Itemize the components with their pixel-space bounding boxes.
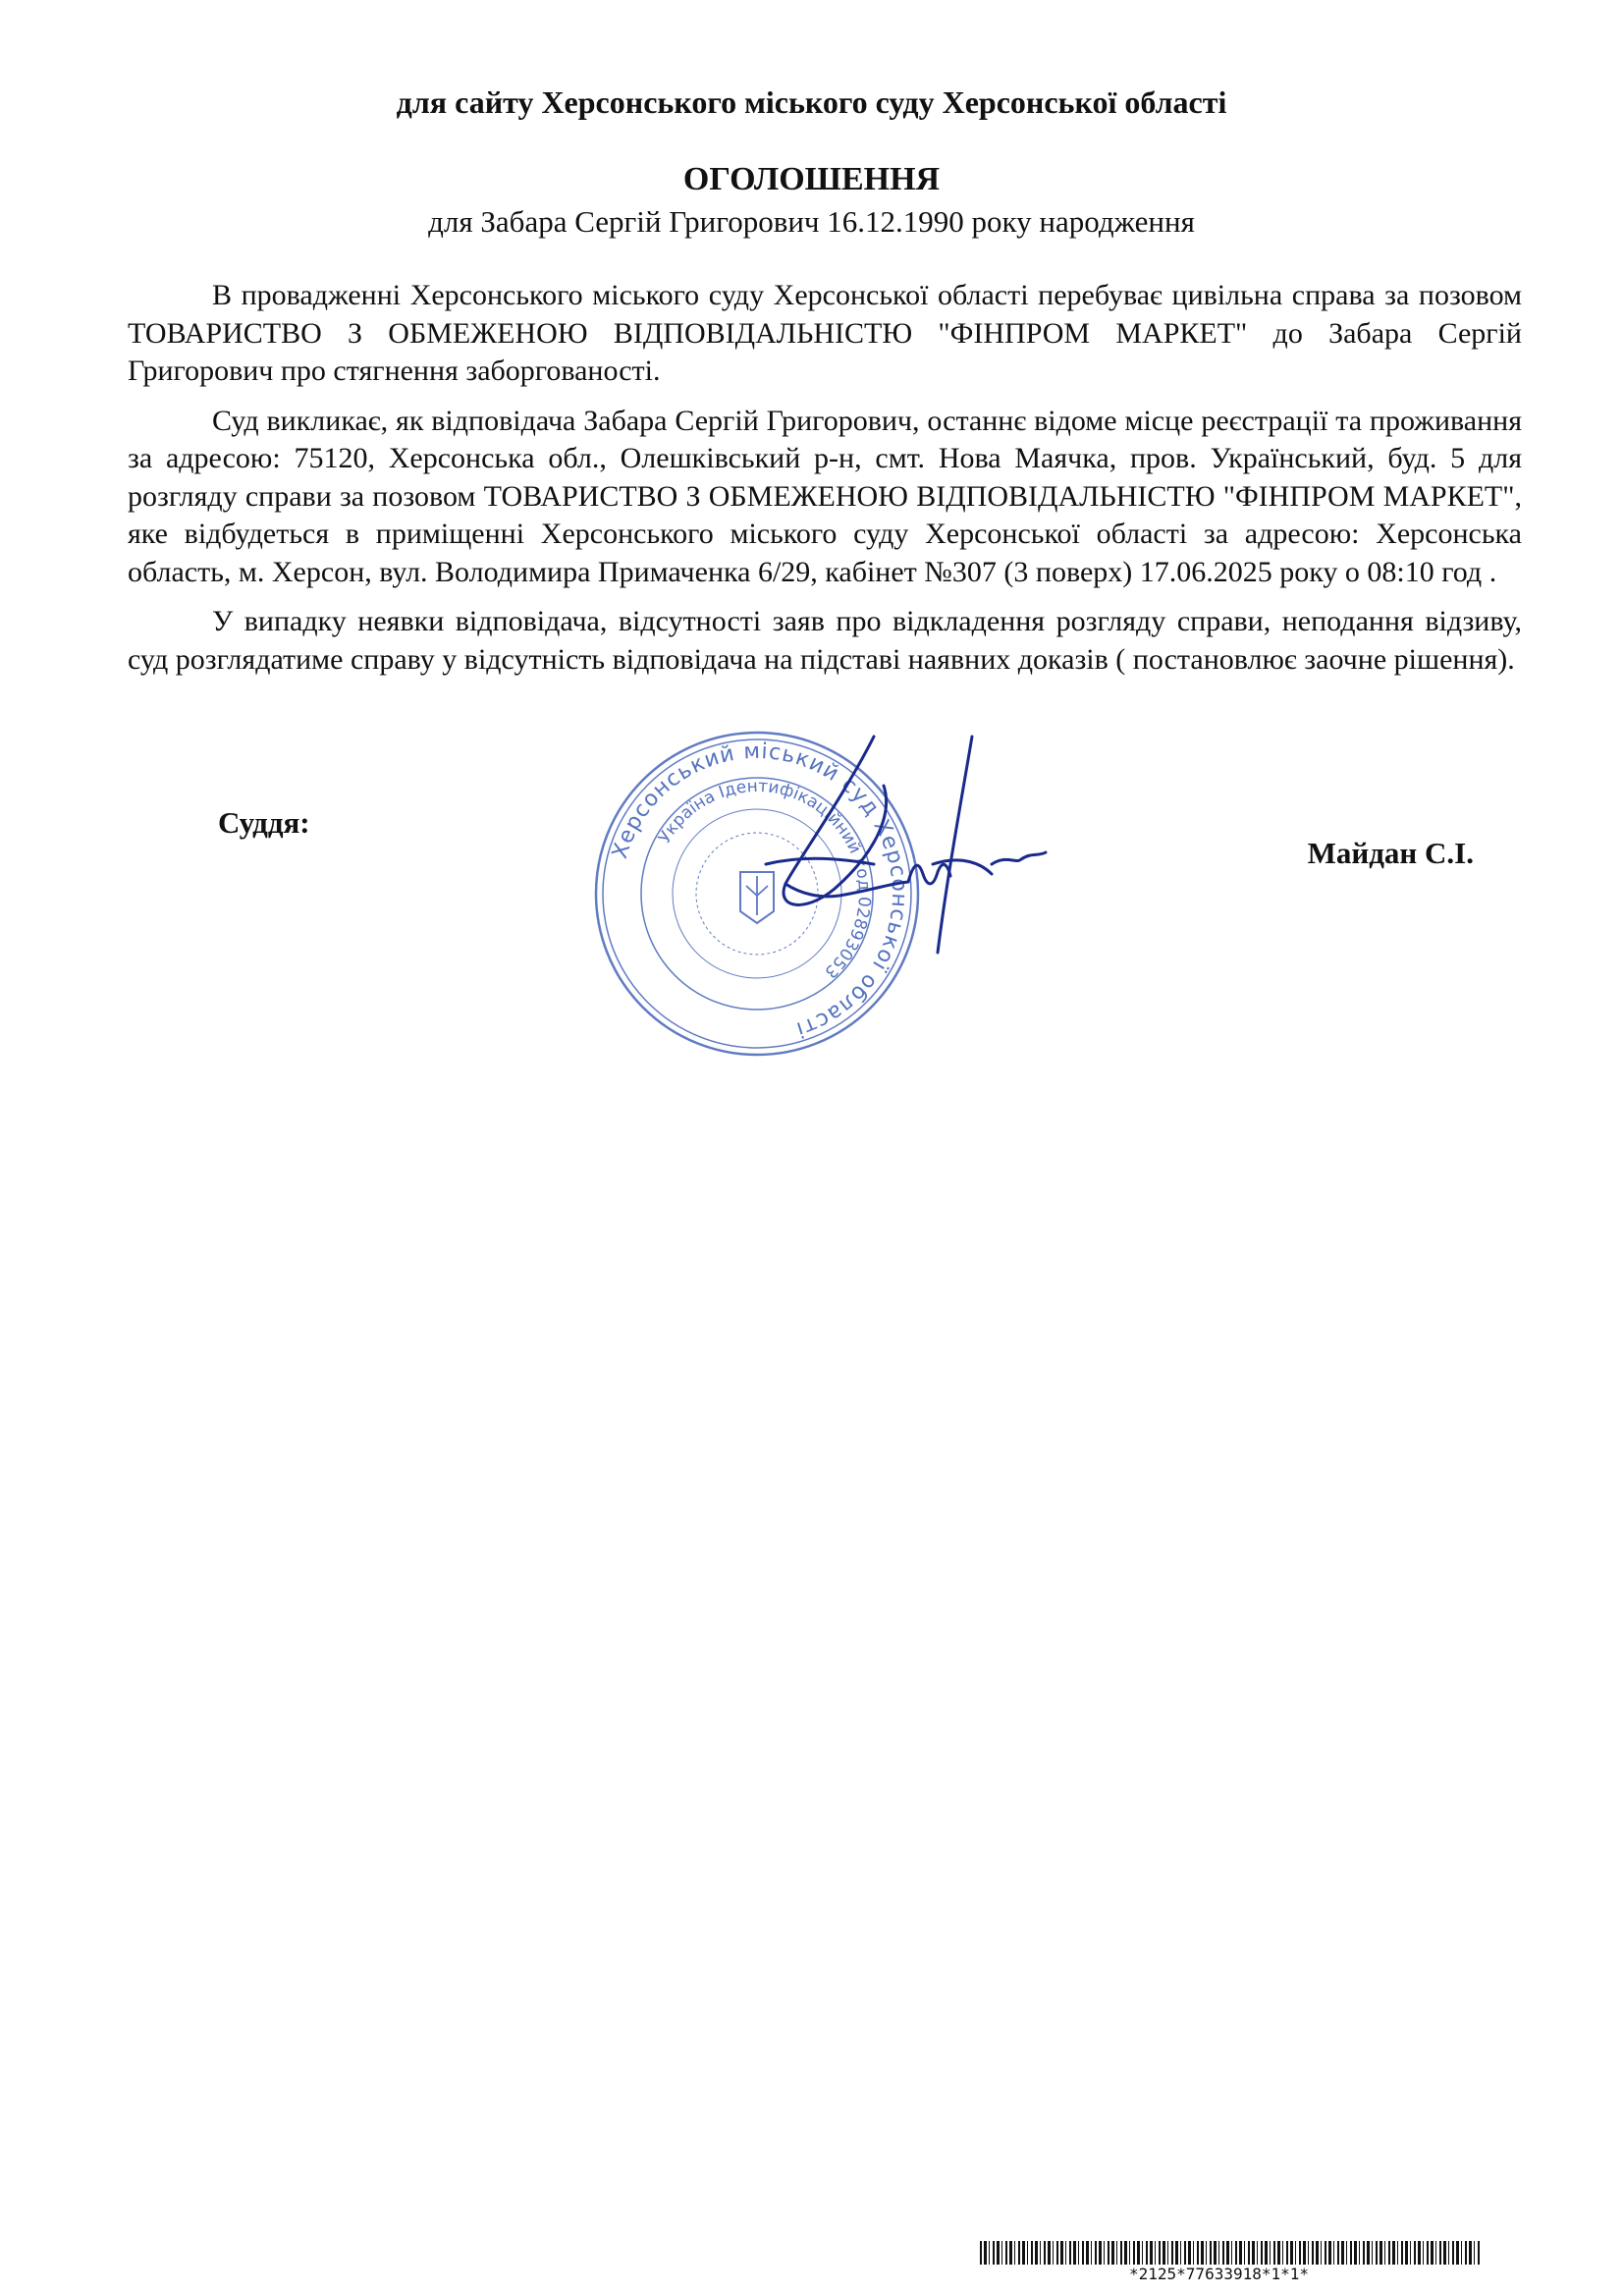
- barcode: [980, 2241, 1481, 2265]
- document-body: [128, 277, 1522, 690]
- barcode-text: *2125*77633918*1*1*: [1129, 2265, 1310, 2283]
- judge-label: Суддя:: [218, 805, 310, 840]
- document-header: для сайту Херсонського міського суду Херсонської області: [396, 84, 1227, 120]
- document-subtitle: для Забара Сергій Григорович 16.12.1990 року народження: [428, 204, 1195, 239]
- judge-signature: [727, 717, 1070, 1002]
- judge-name: Майдан С.І.: [1307, 836, 1474, 870]
- paragraph-summons: Суд викликає, як відповідача Забара Сергій Григорович, останнє відоме місце реєстрації та проживання за адресою: 75120, Херсонська обл., Олешківський р-н, смт. Нова Маячка, пров. Український, буд. 5 для розгляду справи за позовом ТОВАРИСТВО З ОБМЕЖЕНОЮ ВІДПОВІДАЛЬНІСТЮ "ФІНПРОМ МАРКЕТ", яке відбудеться в приміщенні Херсонського міського суду Херсонської області за адресою: Херсонська область, м. Херсон, вул. Володимира Примаченка 6/29, кабінет №307 (3 поверх) 17.06.2025 року о 08:10 год .: [128, 404, 1522, 588]
- document-title: ОГОЛОШЕННЯ: [682, 161, 941, 197]
- stamp-inner-text: Україна Ідентифікаційний код 02893053: [654, 776, 875, 982]
- stamp-outer-text: Херсонський міський суд Херсонської області: [608, 738, 912, 1042]
- paragraph-case-info: В провадженні Херсонського міського суду Херсонської області перебуває цивільна справа за позовом ТОВАРИСТВО З ОБМЕЖЕНОЮ ВІДПОВІДАЛЬНІСТЮ "ФІНПРОМ МАРКЕТ" до Забара Сергій Григорович про стягнення заборгованості.: [128, 279, 1522, 387]
- paragraph-absence-warning: У випадку неявки відповідача, відсутності заяв про відкладення розгляду справи, неподання відзиву, суд розглядатиме справу у відсутність відповідача на підставі наявних доказів ( постановлює заочне рішення).: [128, 605, 1522, 676]
